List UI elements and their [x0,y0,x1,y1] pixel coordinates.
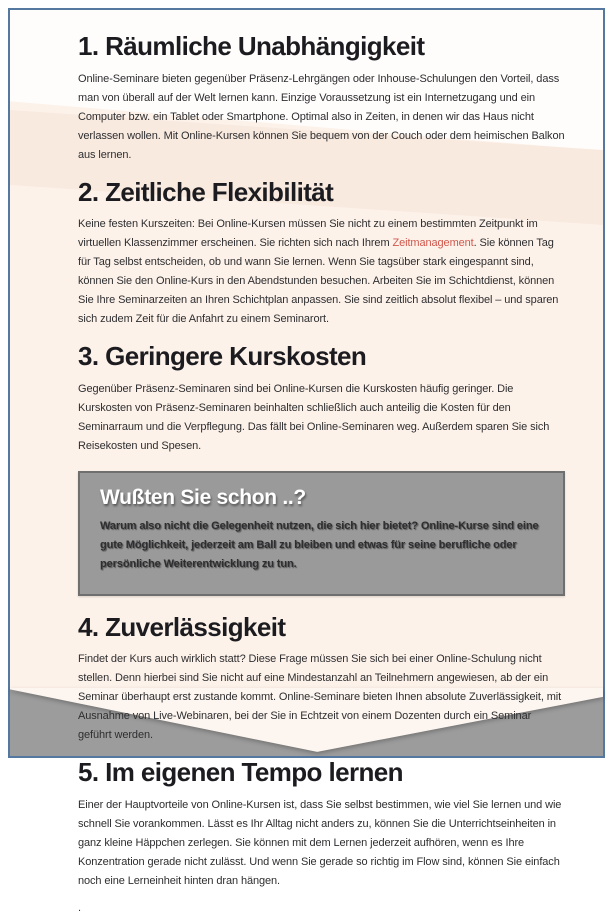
section-1-paragraph: Online-Seminare bieten gegenüber Präsenz-Lehrgängen oder Inhouse-Schulungen den Vorteil, dass man von überall auf der Welt lernen kann. Einzige Voraussetzung ist ein Internetzugang und ein Computer bzw. ein Tablet oder Smartphone. Optimal also in Zeiten, in denen wir das Haus nicht verlassen wollen. Mit Online-Kursen können Sie bequem von der Couch oder dem heimischen Balkon aus lernen. [78,72,565,161]
section-5-paragraph: Einer der Hauptvorteile von Online-Kursen ist, dass Sie selbst bestimmen, wie viel Sie lernen und wie schnell Sie vorankommen. Lässt es Ihr Alltag nicht anders zu, können Sie die Unterrichtseinheiten in ganz kleine Häppchen zerlegen. Sie können mit dem Lernen jederzeit aufhören, wenn es Ihre Konzentration gerade nicht zulässt. Und wenn Sie gerade so richtig im Flow sind, können Sie einfach noch eine Lerneinheit hinten dran hängen. [78,798,562,887]
section-2-heading: 2. Zeitliche Flexibilität [78,176,334,207]
section-2-text-after-link: . Sie können Tag für Tag selbst entscheiden, ob und wann Sie lernen. Wenn Sie tagsüber stark eingespannt sind, können Sie den Online-Kurs in den Abendstunden besuchen. Arbeiten Sie im Schichtdienst, können Sie Ihre Seminarzeiten an Ihren Schichtplan anpassen. Sie sind zeitlich absolut flexibel – und sparen sich zudem Zeit für die Anfahrt zu einem Seminarort. [78,237,559,326]
callout-box [78,471,565,596]
section-1-heading: 1. Räumliche Unabhängigkeit [78,31,425,61]
trailing-dot: . [78,901,81,914]
section-3-heading: 3. Geringere Kurskosten [78,341,367,372]
section-4-heading: 4. Zuverlässigkeit [78,611,286,642]
article-content [10,10,603,918]
callout-title: Wußten Sie schon ..? [100,485,306,509]
section-2-text-before-link: Keine festen Kurszeiten: Bei Online-Kursen müssen Sie nicht zu einem bestimmten Zeitpunkt im virtuellen Klassenzimmer erscheinen. Sie richten sich nach Ihrem [78,218,538,250]
callout-text: Warum also nicht die Gelegenheit nutzen, die sich hier bietet? Online-Kurse sind eine gute Möglichkeit, jederzeit am Ball zu bleiben und etwas für seine berufliche oder persönliche Weiterentwicklung zu tun. [100,519,539,570]
zeitmanagement-link[interactable]: Zeitmanagement [392,237,474,250]
section-2-paragraph [78,215,565,329]
article-sheet [8,8,605,914]
section-5-heading: 5. Im eigenen Tempo lernen [78,757,403,788]
section-4-paragraph: Findet der Kurs auch wirklich statt? Diese Frage müssen Sie sich bei einer Online-Schulung nicht stellen. Denn hierbei sind Sie nicht auf eine Mindestanzahl an Teilnehmern angewiesen, ab der ein Seminar überhaupt erst zustande kommt. Online-Seminare bieten Ihnen absolute Zuverlässigkeit, mit Ausnahme von Live-Webinaren, bei der Sie in Echtzeit von einem Dozenten durch ein Seminar geführt werden. [78,653,562,742]
section-3-paragraph: Gegenüber Präsenz-Seminaren sind bei Online-Kursen die Kurskosten häufig geringer. Die Kurskosten von Präsenz-Seminaren beinhalten schließlich auch anteilig die Kosten für den Seminarraum und die Verpflegung. Das fällt bei Online-Seminaren weg. Außerdem sparen Sie sich Reisekosten und Spesen. [78,382,550,452]
